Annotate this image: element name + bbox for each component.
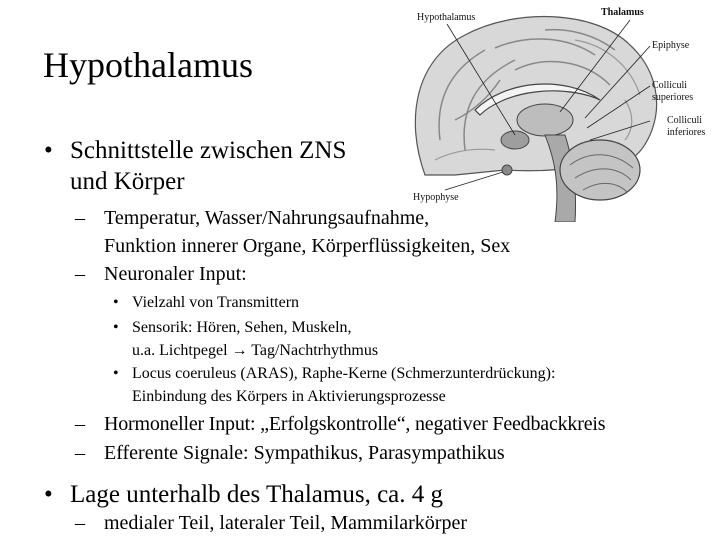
sub-item-3-line-2: Einbindung des Körpers in Aktivierungsprozesse — [132, 388, 446, 405]
label-colliculi-inferiores-1: Colliculi — [667, 115, 702, 126]
sub-item-1: Vielzahl von Transmittern — [132, 294, 300, 311]
label-thalamus: Thalamus — [601, 7, 644, 18]
label-hypophyse: Hypophyse — [413, 192, 459, 203]
label-hypothalamus: Hypothalamus — [417, 12, 476, 23]
dash-marker: – — [75, 207, 85, 229]
label-epiphyse: Epiphyse — [652, 40, 690, 51]
sub-item-3-line-1: Locus coeruleus (ARAS), Raphe-Kerne (Schmerzunterdrückung): — [132, 365, 556, 382]
sub-1-line-2: Funktion innerer Organe, Körperflüssigkeiten, Sex — [104, 235, 511, 257]
label-colliculi-inferiores-2: inferiores — [667, 127, 706, 138]
small-bullet-marker: • — [113, 294, 119, 311]
sub-1-line-1: Temperatur, Wasser/Nahrungsaufnahme, — [104, 207, 430, 229]
sub-4-text: Efferente Signale: Sympathikus, Parasympathikus — [104, 442, 505, 464]
dash-marker: – — [75, 442, 85, 464]
sub-2-text: Neuronaler Input: — [104, 263, 247, 285]
slide-title: Hypothalamus — [43, 45, 253, 85]
label-colliculi-superiores-1: Colliculi — [652, 80, 687, 91]
dash-marker: – — [75, 512, 85, 534]
small-bullet-marker: • — [113, 319, 119, 336]
bullet-1-line-2: und Körper — [70, 168, 185, 195]
brain-sagittal-illustration — [395, 0, 720, 222]
dash-marker: – — [75, 263, 85, 285]
bullet-2-sub-1-text: medialer Teil, lateraler Teil, Mammilarkörper — [104, 512, 467, 534]
bullet-marker: • — [44, 481, 53, 508]
sub-3-text: Hormoneller Input: „Erfolgskontrolle“, negativer Feedbackkreis — [104, 413, 606, 435]
sub-item-2-line-2: u.a. Lichtpegel → Tag/Nachtrhythmus — [132, 342, 379, 359]
bullet-1-line-1: Schnittstelle zwischen ZNS — [70, 137, 347, 164]
sub-item-2-line-1: Sensorik: Hören, Sehen, Muskeln, — [132, 319, 352, 336]
brain-figure — [395, 0, 720, 222]
bullet-2-text: Lage unterhalb des Thalamus, ca. 4 g — [70, 481, 444, 508]
dash-marker: – — [75, 413, 85, 435]
label-colliculi-superiores-2: superiores — [652, 92, 694, 103]
bullet-marker: • — [44, 137, 53, 164]
small-bullet-marker: • — [113, 365, 119, 382]
